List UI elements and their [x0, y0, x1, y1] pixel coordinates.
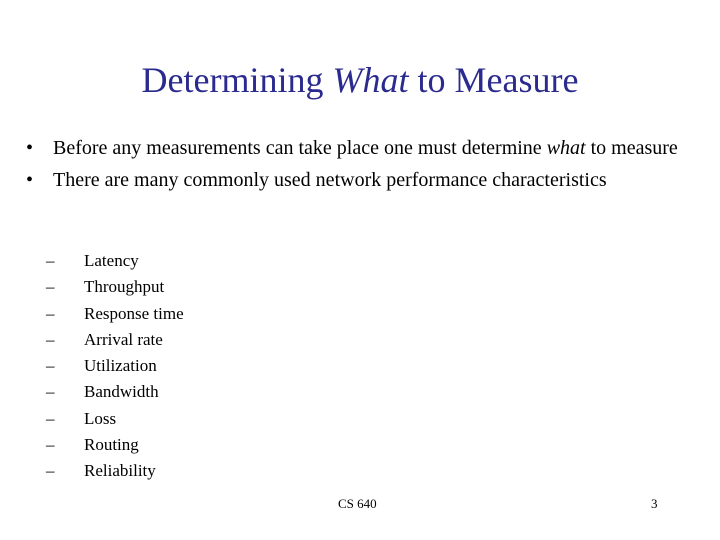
- list-item-label: Reliability: [84, 461, 156, 481]
- list-item-label: Arrival rate: [84, 329, 163, 349]
- slide-title: [0, 58, 720, 102]
- list-item-label: Bandwidth: [84, 382, 159, 402]
- dash-symbol: –: [46, 435, 55, 455]
- bullet-symbol: •: [26, 137, 34, 159]
- list-item: [0, 434, 184, 460]
- list-item-label: Loss: [84, 408, 117, 428]
- bullet-text-before: Before any measurements can take place one must determine: [53, 137, 547, 159]
- bullet-item-what-to-measure: [0, 135, 703, 161]
- dash-symbol: –: [46, 461, 55, 481]
- footer-course-label: CS 640: [338, 496, 377, 511]
- list-item: [0, 408, 184, 434]
- title-part-1: Determining: [141, 60, 333, 100]
- title-part-2: to Measure: [408, 60, 579, 100]
- dash-symbol: –: [46, 408, 55, 428]
- list-item: [0, 250, 184, 276]
- list-item-label: Utilization: [84, 356, 157, 376]
- dash-symbol: –: [46, 329, 55, 349]
- list-item: [0, 355, 184, 381]
- bullet-text: There are many commonly used network performance characteristics: [53, 169, 607, 191]
- list-item-label: Latency: [84, 251, 139, 270]
- list-item: [0, 460, 184, 486]
- list-item: [0, 276, 184, 302]
- list-item-label: Throughput: [84, 277, 165, 297]
- characteristics-list: [0, 250, 184, 487]
- bullet-item-characteristics: [0, 167, 703, 193]
- list-item-label: Response time: [84, 303, 184, 323]
- dash-symbol: –: [46, 251, 55, 270]
- title-emphasis: What: [332, 60, 409, 100]
- dash-symbol: –: [46, 277, 55, 297]
- bullet-symbol: •: [26, 169, 34, 191]
- list-item: [0, 381, 184, 407]
- dash-symbol: –: [46, 356, 55, 376]
- bullet-text-emphasis: what: [546, 137, 586, 159]
- list-item: [0, 329, 184, 355]
- list-item-label: Routing: [84, 435, 139, 455]
- bullet-text-after: to measure: [585, 137, 678, 159]
- dash-symbol: –: [46, 382, 55, 402]
- list-item: [0, 303, 184, 329]
- bullet-list: [0, 135, 720, 199]
- page-number: 3: [651, 496, 658, 511]
- dash-symbol: –: [46, 303, 55, 323]
